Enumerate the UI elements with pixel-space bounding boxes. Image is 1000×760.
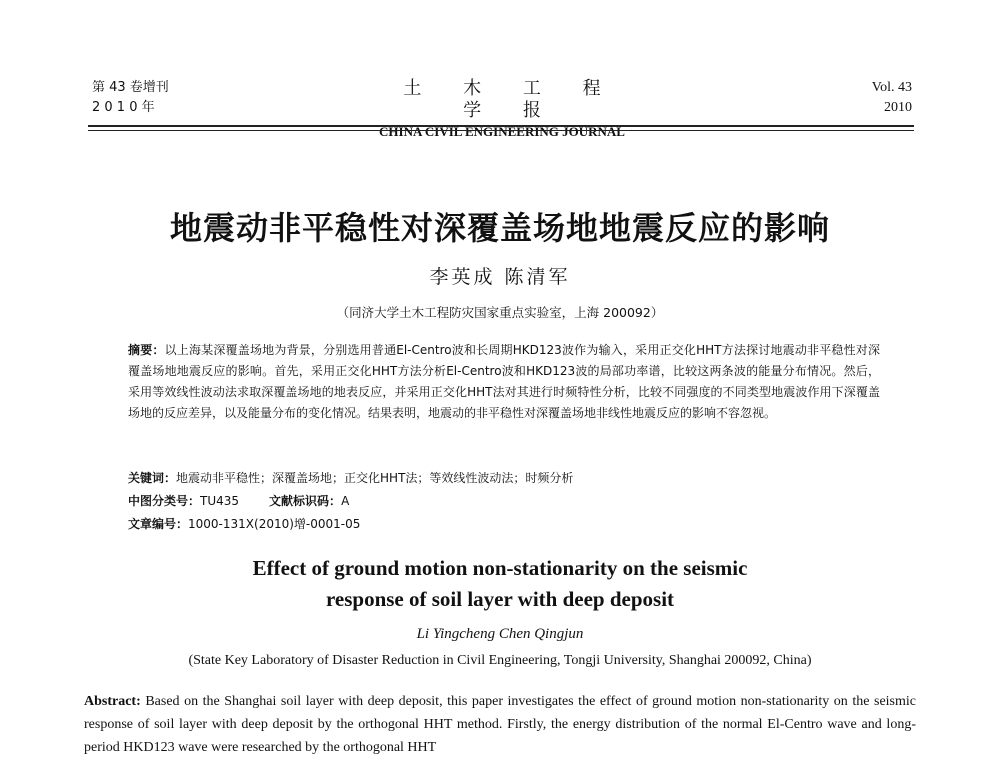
article-number <box>128 514 360 534</box>
year-label: 2 0 1 0 年 <box>92 100 155 115</box>
paper-title-en-line1: Effect of ground motion non-stationarity on the seismic <box>252 556 748 580</box>
keywords-text: 地震动非平稳性；深覆盖场地；正交化HHT法；等效线性波动法；时频分析 <box>176 471 574 485</box>
paper-title-en-line2: response of soil layer with deep deposit <box>325 587 675 611</box>
clc-value: TU435 <box>200 494 240 508</box>
article-number-value: 1000-131X(2010)增-0001-05 <box>188 517 361 531</box>
authors-cn: 李英成 陈清军 <box>429 266 571 288</box>
keywords-cn <box>128 468 880 488</box>
abstract-cn-text: 以上海某深覆盖场地为背景，分别选用普通El-Centro波和长周期HKD123波作为输入，采用正交化HHT方法探讨地震动非平稳性对深覆盖场地地震反应的影响。首先，采用正交化HHT方法分析El-Centro波和HKD123波的局部功率谱，比较这两条波的能量分布情况。然后，采用等效线性波动法求取深覆盖场地的地表反应，并采用正交化HHT法对其进行时频特性分析，比较不同强度的不同类型地震波作用下深覆盖场地的反应差异，以及能量分布的变化情况。结果表明，地震动的非平稳性对深覆盖场地非线性地震反应的影响不容忽视。 <box>128 343 880 420</box>
abstract-en <box>84 690 916 759</box>
journal-header <box>92 78 912 139</box>
doc-code-label: 文献标识码： <box>269 494 342 508</box>
volume-info <box>872 78 912 118</box>
header-rule-thick <box>88 125 914 127</box>
abstract-en-label: Abstract: <box>84 694 141 709</box>
clc-label: 中图分类号： <box>128 494 201 508</box>
volume-label: Vol. 43 <box>871 80 912 95</box>
affiliation-cn: （同济大学土木工程防灾国家重点实验室，上海 200092） <box>336 305 664 320</box>
abstract-en-text: Based on the Shanghai soil layer with deep deposit, this paper investigates the effect of ground motion non-stationarity on the seismic response of soil layer with deep deposit by the orthogonal HHT method. Firstly, the energy distribution of the normal El-Centro wave and long-period HKD123 wave were researched by the orthogonal HHT <box>84 694 916 755</box>
classification-line <box>128 491 349 511</box>
header-rule-thin <box>88 130 914 131</box>
journal-name-en: CHINA CIVIL ENGINEERING JOURNAL <box>379 124 625 139</box>
keywords-label: 关键词： <box>128 471 177 485</box>
journal-name-cn: 土 木 工 程 学 报 <box>403 78 619 121</box>
journal-name <box>357 78 647 141</box>
volume-year: 2010 <box>884 100 912 115</box>
abstract-cn <box>128 340 880 424</box>
paper-title-en <box>0 553 1000 615</box>
doc-code-value: A <box>341 494 350 508</box>
affiliation-en: (State Key Laboratory of Disaster Reduction in Civil Engineering, Tongji University, Shanghai 200092, China) <box>188 653 812 668</box>
issue-label: 第 43 卷增刊 <box>92 80 169 95</box>
abstract-cn-label: 摘要： <box>128 343 165 357</box>
authors-en: Li Yingcheng Chen Qingjun <box>416 626 584 642</box>
article-number-label: 文章编号： <box>128 517 189 531</box>
issue-info <box>92 78 169 118</box>
paper-title-cn: 地震动非平稳性对深覆盖场地地震反应的影响 <box>169 209 830 247</box>
